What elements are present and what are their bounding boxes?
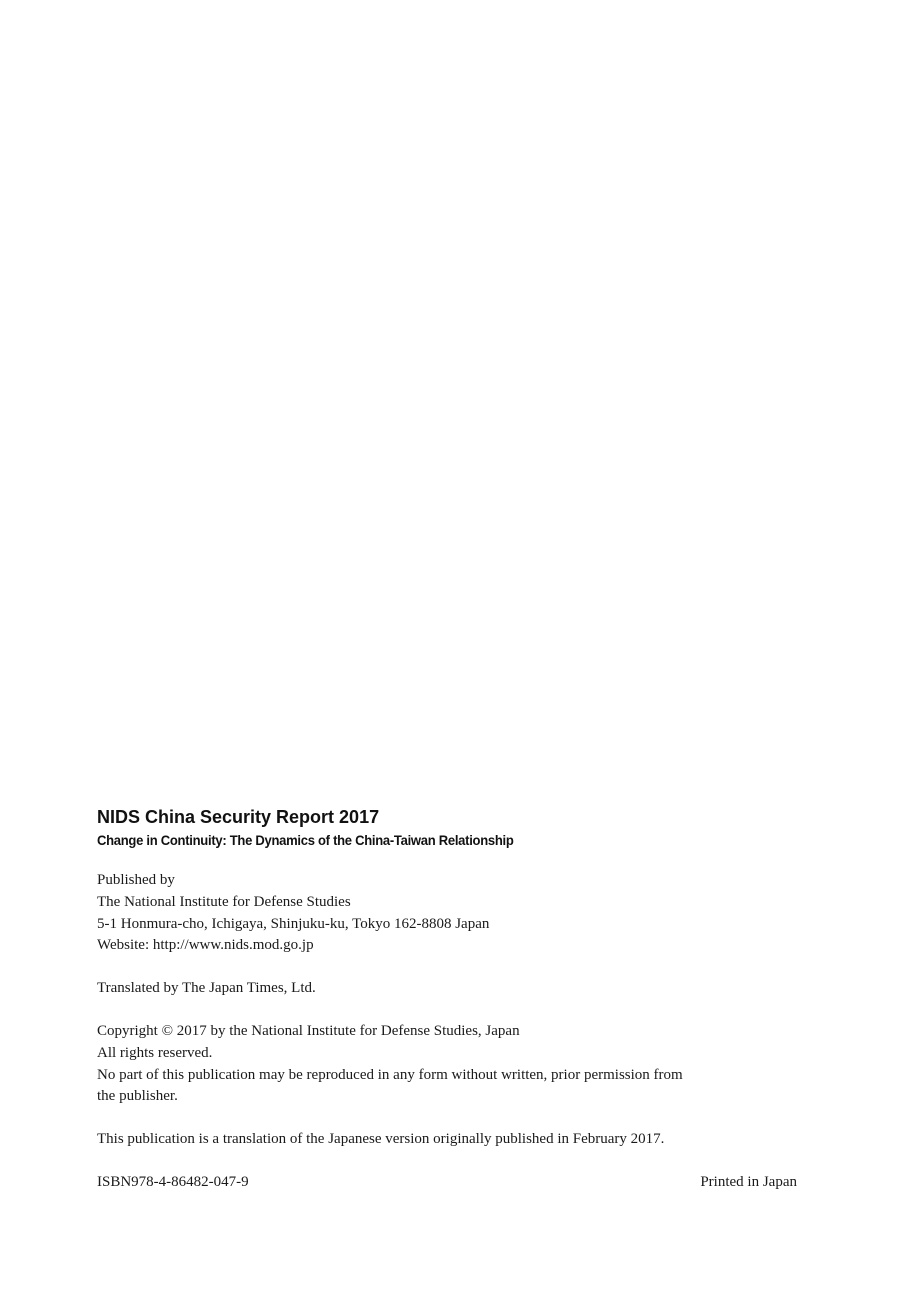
publisher-block xyxy=(97,870,797,957)
colophon xyxy=(97,806,797,1194)
report-title: NIDS China Security Report 2017 xyxy=(97,807,380,827)
printed-in: Printed in Japan xyxy=(700,1173,797,1190)
reproduction-restriction-1: No part of this publication may be reproduced in any form without written, prior permission from xyxy=(97,1066,683,1083)
isbn: ISBN978-4-86482-047-9 xyxy=(97,1173,249,1190)
translation-note-line: This publication is a translation of the Japanese version originally published in February 2017. xyxy=(97,1131,665,1148)
publisher-address: 5-1 Honmura-cho, Ichigaya, Shinjuku-ku, Tokyo 162-8808 Japan xyxy=(97,915,490,932)
copyright-block xyxy=(97,1021,797,1108)
report-subtitle: Change in Continuity: The Dynamics of the China-Taiwan Relationship xyxy=(97,832,514,848)
translator-line: Translated by The Japan Times, Ltd. xyxy=(97,980,316,997)
publisher-name: The National Institute for Defense Studies xyxy=(97,893,351,910)
reproduction-restriction-2: the publisher. xyxy=(97,1088,178,1105)
footer-row xyxy=(97,1172,797,1194)
translation-note xyxy=(97,1129,797,1151)
publisher-website: Website: http://www.nids.mod.go.jp xyxy=(97,937,314,954)
rights-reserved: All rights reserved. xyxy=(97,1044,213,1061)
published-by-label: Published by xyxy=(97,872,175,888)
copyright-notice: Copyright © 2017 by the National Institute for Defense Studies, Japan xyxy=(97,1022,520,1039)
translator-credit xyxy=(97,978,797,1000)
